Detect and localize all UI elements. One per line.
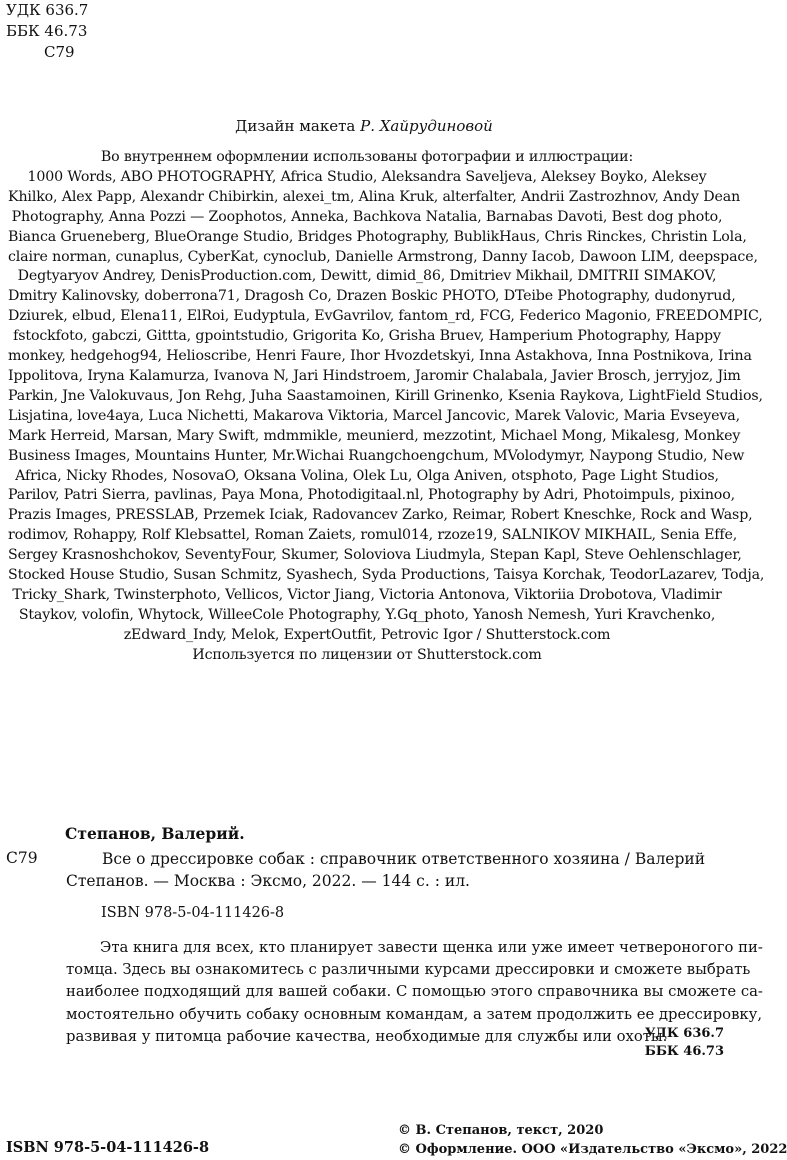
- credits-line: Degtyaryov Andrey, DenisProduction.com, Dewitt, dimid_86, Dmitriev Mikhail, DMITRII SIMAKOV,: [17, 268, 717, 285]
- card-bbk-code: ББК 46.73: [644, 1044, 724, 1059]
- credits-line: Во внутреннем оформлении использованы фотографии и иллюстрации:: [100, 149, 634, 165]
- copyright-design: © Оформление. ООО «Издательство «Эксмо», 2022: [398, 1142, 787, 1157]
- top-classification: [6, 0, 88, 63]
- card-annotation: [66, 937, 763, 1048]
- credits-line: Khilko, Alex Papp, Alexandr Chibirkin, alexei_tm, Alina Kruk, alterfalter, Andrii Zastrozhnov, Andy Dean: [8, 188, 741, 205]
- credits-line: Business Images, Mountains Hunter, Mr.Wichai Ruangchoengchum, MVolodymyr, Naypong Studio, New: [8, 447, 745, 464]
- credits-line: Lisjatina, love4aya, Luca Nichetti, Makarova Viktoria, Marcel Jancovic, Marek Valovic, Maria Evseyeva,: [8, 407, 740, 424]
- credits-line: monkey, hedgehog94, Helioscribe, Henri Faure, Ihor Hvozdetskyi, Inna Astakhova, Inna Postnikova, Irina: [8, 348, 752, 365]
- card-udk-code: УДК 636.7: [644, 1026, 724, 1041]
- card-title-line: Степанов. — Москва : Эксмо, 2022. — 144 с. : ил.: [66, 872, 470, 890]
- credits-line: Ippolitova, Iryna Kalamurza, Ivanova N, Jari Hindstroem, Jaromir Chalabala, Javier Brosch, jerryjoz, Jim: [8, 367, 741, 384]
- credits-line: Africa, Nicky Rhodes, NosovaO, Oksana Volina, Olek Lu, Olga Aniven, otsphoto, Page Light Studios,: [15, 467, 719, 484]
- copyright-block: [398, 1121, 787, 1159]
- credits-line: Bianca Grueneberg, BlueOrange Studio, Bridges Photography, BublikHaus, Chris Rinckes, Christin Lola,: [8, 228, 747, 245]
- credits-line: Sergey Krasnoshchokov, SeventyFour, Skumer, Soloviova Liudmyla, Stepan Kapl, Steve Oehlenschlager,: [8, 547, 742, 564]
- udk-code: УДК 636.7: [6, 1, 89, 19]
- annotation-line: Эта книга для всех, кто планирует завести щенка или уже имеет четвероногого пи-: [100, 939, 763, 956]
- credits-line: Parilov, Patri Sierra, pavlinas, Paya Mona, Photodigitaal.nl, Photography by Adri, Photoimpuls, pixinoo,: [8, 487, 735, 504]
- photo-credits: [8, 148, 765, 666]
- credits-line: 1000 Words, ABO PHOTOGRAPHY, Africa Studio, Aleksandra Saveljeva, Aleksey Boyko, Aleksey: [27, 168, 707, 185]
- design-prefix: Дизайн макета: [235, 117, 356, 135]
- credits-line: Prazis Images, PRESSLAB, Przemek Iciak, Radovancev Zarko, Reimar, Robert Kneschke, Rock and Wasp,: [8, 507, 753, 524]
- annotation-line: наиболее подходящий для вашей собаки. С помощью этого справочника вы сможете са-: [66, 983, 763, 1001]
- credits-line: Parkin, Jne Valokuvaus, Jon Rehg, Juha Saastamoinen, Kirill Grinenko, Ksenia Raykova, LightField Studios,: [8, 387, 763, 404]
- card-bibliographic-description: [66, 848, 726, 892]
- card-author-mark: С79: [6, 849, 38, 867]
- footer-isbn: ISBN 978-5-04-111426-8: [6, 1139, 210, 1156]
- credits-line: fstockfoto, gabczi, Gittta, gpointstudio, Grigorita Ko, Grisha Bruev, Hamperium Photography, Happy: [13, 328, 721, 345]
- credits-line: rodimov, Rohappy, Rolf Klebsattel, Roman Zaiets, romul014, rzoze19, SALNIKOV MIKHAIL, Senia Effe,: [8, 527, 738, 544]
- bbk-code: ББК 46.73: [6, 22, 88, 40]
- credits-line: Staykov, volofin, Whytock, WilleeCole Photography, Y.Gq_photo, Yanosh Nemesh, Yuri Kravchenko,: [18, 606, 716, 623]
- credits-line: claire norman, cunaplus, CyberKat, cynoclub, Danielle Armstrong, Danny Iacob, Dawoon LIM, deepspace,: [8, 248, 758, 265]
- credits-line: Dmitry Kalinovsky, doberrona71, Dragosh Co, Drazen Boskic PHOTO, DTeibe Photography, dudonyrud,: [8, 288, 736, 305]
- layout-design-credit: [0, 116, 728, 136]
- annotation-line: развивая у питомца рабочие качества, необходимые для службы или охоты.: [66, 1027, 668, 1045]
- credits-line: Dziurek, elbud, Elena11, ElRoi, Eudyptula, EvGavrilov, fantom_rd, FCG, Federico Magonio, FREEDOMPIC,: [8, 308, 763, 325]
- card-title-line: Все о дрессировке собак : справочник ответственного хозяина / Валерий: [102, 850, 706, 868]
- annotation-line: мостоятельно обучить собаку основным командам, а затем продолжить ее дрессировку,: [66, 1005, 763, 1023]
- annotation-line: томца. Здесь вы ознакомитесь с различными курсами дрессировки и сможете выбрать: [66, 961, 751, 979]
- credits-line: Photography, Anna Pozzi — Zoophotos, Anneka, Bachkova Natalia, Barnabas Davoti, Best dog photo,: [11, 208, 723, 225]
- card-author: Степанов, Валерий.: [65, 824, 245, 843]
- credits-line: Tricky_Shark, Twinsterphoto, Vellicos, Victor Jiang, Victoria Antonova, Viktoriia Drobotova, Vladimir: [12, 586, 722, 603]
- designer-name: Р. Хайрудиновой: [360, 117, 493, 135]
- credits-line: Stocked House Studio, Susan Schmitz, Syashech, Syda Productions, Taisya Korchak, TeodorLazarev, Todja,: [8, 567, 765, 584]
- card-classification: [645, 1025, 724, 1061]
- author-mark: С79: [44, 43, 75, 61]
- credits-line: Используется по лицензии от Shutterstock.com: [192, 646, 542, 663]
- copyright-text: © В. Степанов, текст, 2020: [398, 1123, 604, 1138]
- credits-line: Mark Herreid, Marsan, Mary Swift, mdmmikle, meunierd, mezzotint, Michael Mong, Mikalesg, Monkey: [8, 427, 741, 444]
- credits-line: zEdward_Indy, Melok, ExpertOutfit, Petrovic Igor / Shutterstock.com: [123, 626, 611, 643]
- card-isbn: ISBN 978-5-04-111426-8: [101, 905, 285, 921]
